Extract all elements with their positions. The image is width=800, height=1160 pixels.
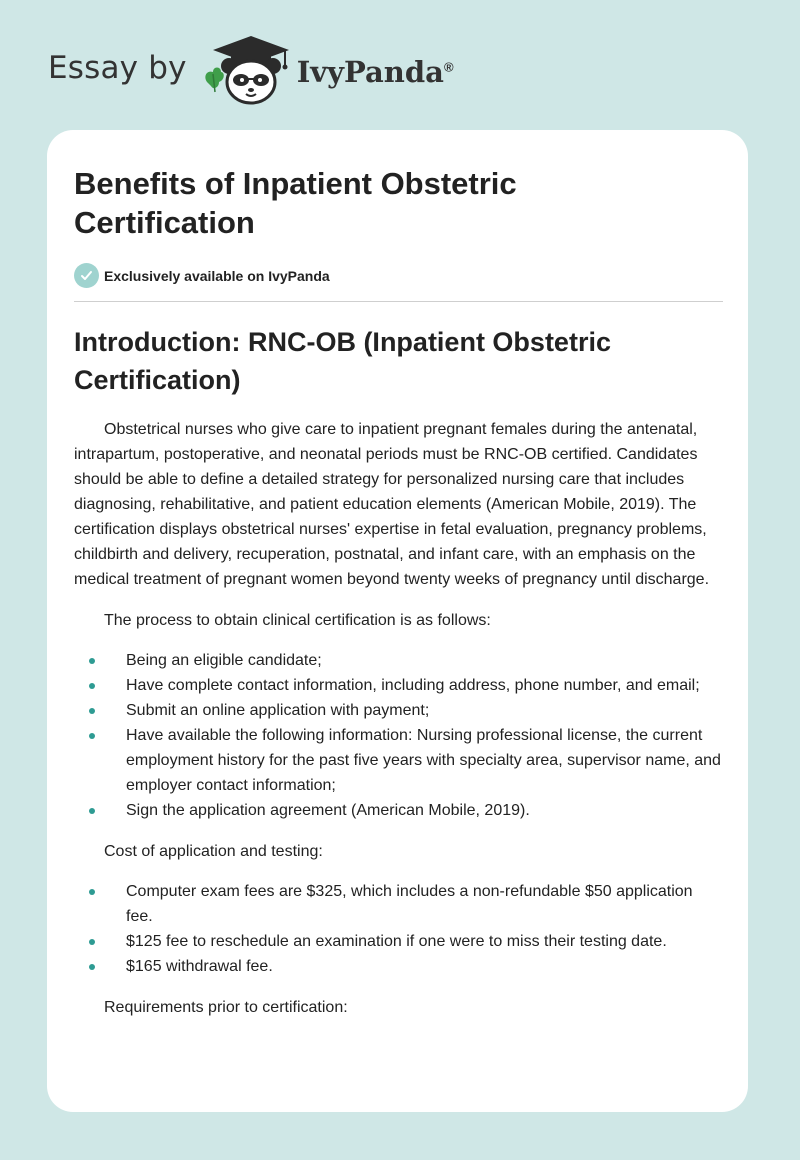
brand-name: IvyPanda® [296, 55, 454, 89]
registered-mark: ® [443, 59, 454, 75]
list-item: Sign the application agreement (American Mobile, 2019). [74, 798, 721, 823]
list-item: $125 fee to reschedule an examination if one were to miss their testing date. [74, 929, 721, 954]
list-item: Computer exam fees are $325, which includes a non-refundable $50 application fee. [74, 879, 721, 929]
list-item: Being an eligible candidate; [74, 648, 721, 673]
exclusive-label: Exclusively available on IvyPanda [104, 267, 330, 284]
cost-list [74, 879, 721, 979]
section-heading: Introduction: RNC-OB (Inpatient Obstetric Certification) [74, 327, 611, 395]
list-item: Have available the following information: Nursing professional license, the current employment history for the past five years with specialty area, supervisor name, and employer contact information; [74, 723, 721, 798]
list-item: Have complete contact information, including address, phone number, and email; [74, 673, 721, 698]
brand-prefix: Essay by [48, 50, 187, 86]
requirements-intro: Requirements prior to certification: [104, 999, 348, 1016]
list-item: Submit an online application with payment; [74, 698, 721, 723]
article-card [47, 130, 748, 1112]
panda-graduate-logo-icon [201, 34, 293, 106]
check-badge-icon [74, 263, 99, 288]
article-title: Benefits of Inpatient Obstetric Certification [74, 166, 517, 240]
exclusive-note [74, 263, 721, 288]
process-list [74, 648, 721, 823]
cost-intro: Cost of application and testing: [104, 843, 323, 860]
site-brand[interactable] [48, 30, 454, 110]
intro-paragraph: Obstetrical nurses who give care to inpatient pregnant females during the antenatal, intrapartum, postoperative, and neonatal periods must be RNC-OB certified. Candidates should be able to define a detailed strategy for personalized nursing care that includes diagnosing, rehabilitative, and patient education elements (American Mobile, 2019). The certification displays obstetrical nurses' expertise in fetal evaluation, pregnancy problems, childbirth and delivery, recuperation, postnatal, and infant care, with an emphasis on the medical treatment of pregnant women beyond twenty weeks of pregnancy until discharge. [74, 421, 710, 588]
process-intro: The process to obtain clinical certification is as follows: [104, 612, 491, 629]
divider [74, 301, 723, 302]
list-item: $165 withdrawal fee. [74, 954, 721, 979]
